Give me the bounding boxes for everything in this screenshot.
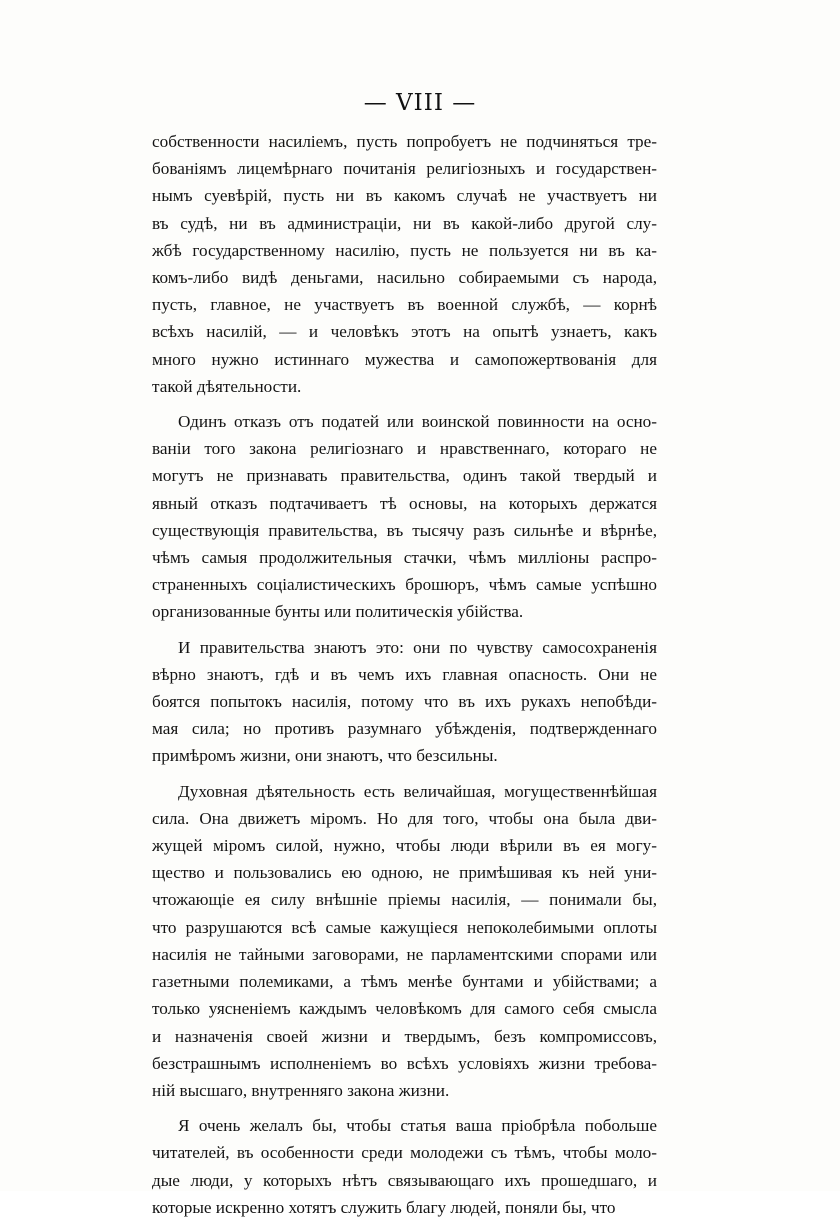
text-line: комъ-либо видѣ деньгами, насильно собираемыми съ народа,	[152, 268, 657, 288]
text-line: мая сила; но противъ разумнаго убѣжденія, подтвержденнаго	[152, 719, 657, 739]
text-line: безстрашнымъ исполненіемъ во всѣхъ условіяхъ жизни требова-	[152, 1053, 657, 1073]
text-line: существующія правительства, въ тысячу разъ сильнѣе и вѣрнѣе,	[152, 520, 657, 540]
text-line: газетными полемиками, а тѣмъ менѣе бунтами и убійствами; а	[152, 972, 657, 992]
text-line: ній высшаго, внутренняго закона жизни.	[152, 1080, 450, 1100]
text-line: организованные бунты или политическія убійства.	[152, 602, 524, 622]
text-line: примѣромъ жизни, они знаютъ, что безсильны.	[152, 746, 498, 766]
text-line: много нужно истиннаго мужества и самопожертвованія для	[152, 349, 657, 369]
text-line: чтожающіе ея силу внѣшніе пріемы насилія, — понимали бы,	[152, 890, 657, 910]
text-line: жущей міромъ силой, нужно, чтобы люди вѣрили въ ея могу-	[152, 836, 657, 856]
text-line: только уясненіемъ каждымъ человѣкомъ для самого себя смысла	[152, 999, 657, 1019]
text-line: нымъ суевѣрій, пусть ни въ какомъ случаѣ не участвуетъ ни	[152, 186, 657, 206]
text-line: въ судѣ, ни въ администраціи, ни въ какой-либо другой слу-	[152, 213, 657, 233]
paragraph	[152, 408, 657, 626]
paragraph	[152, 128, 657, 400]
text-line: И правительства знаютъ это: они по чувству самосохраненія	[178, 637, 657, 657]
text-line: могутъ не признавать правительства, одинъ такой твердый и	[152, 466, 657, 486]
paragraph	[152, 634, 657, 770]
text-line: и назначенія своей жизни и твердымъ, безъ компромиссовъ,	[152, 1026, 657, 1046]
text-line: сила. Она движетъ міромъ. Но для того, чтобы она была дви-	[152, 808, 657, 828]
text-line: пусть, главное, не участвуетъ въ военной службѣ, — корнѣ	[152, 295, 657, 315]
text-line: бованіямъ лицемѣрнаго почитанія религіозныхъ и государствен-	[152, 159, 657, 179]
body-text	[152, 128, 657, 1229]
text-line: страненныхъ соціалистическихъ брошюръ, чѣмъ самые успѣшно	[152, 575, 657, 595]
text-line: читателей, въ особенности среди молодежи съ тѣмъ, чтобы моло-	[152, 1143, 657, 1163]
text-line: Одинъ отказъ отъ податей или воинской повинности на осно-	[178, 412, 657, 432]
text-line: чѣмъ самыя продолжительныя стачки, чѣмъ милліоны распро-	[152, 548, 657, 568]
text-line: вѣрно знаютъ, гдѣ и въ чемъ ихъ главная опасность. Они не	[152, 664, 657, 684]
text-line: насилія не тайными заговорами, не парламентскими спорами или	[152, 944, 657, 964]
paragraph	[152, 778, 657, 1104]
text-line: Я очень желалъ бы, чтобы статья ваша пріобрѣла побольше	[178, 1116, 657, 1136]
text-line: что разрушаются всѣ самые кажущіеся непоколебимыми оплоты	[152, 917, 657, 937]
text-line: ваніи того закона религіознаго и нравственнаго, котораго не	[152, 439, 657, 459]
text-line: которые искренно хотятъ служить благу людей, поняли бы, что	[152, 1197, 616, 1217]
text-line: такой дѣятельности.	[152, 376, 302, 396]
text-line: всѣхъ насилій, — и человѣкъ этотъ на опытѣ узнаетъ, какъ	[152, 322, 657, 342]
text-line: дые люди, у которыхъ нѣтъ связывающаго ихъ прошедшаго, и	[152, 1170, 657, 1190]
text-line: жбѣ государственному насилію, пусть не пользуется ни въ ка-	[152, 240, 657, 260]
text-line: явный отказъ подтачиваетъ тѣ основы, на которыхъ держатся	[152, 493, 657, 513]
text-line: боятся попытокъ насилія, потому что въ ихъ рукахъ непобѣди-	[152, 692, 657, 712]
paragraph	[152, 1112, 657, 1221]
text-line: собственности насиліемъ, пусть попробуетъ не подчиняться тре-	[152, 132, 657, 151]
text-line: щество и пользовались ею одною, не примѣшивая къ ней уни-	[152, 863, 657, 883]
text-line: Духовная дѣятельность есть величайшая, могущественнѣйшая	[178, 781, 657, 801]
page-number: — VIII —	[363, 90, 477, 116]
